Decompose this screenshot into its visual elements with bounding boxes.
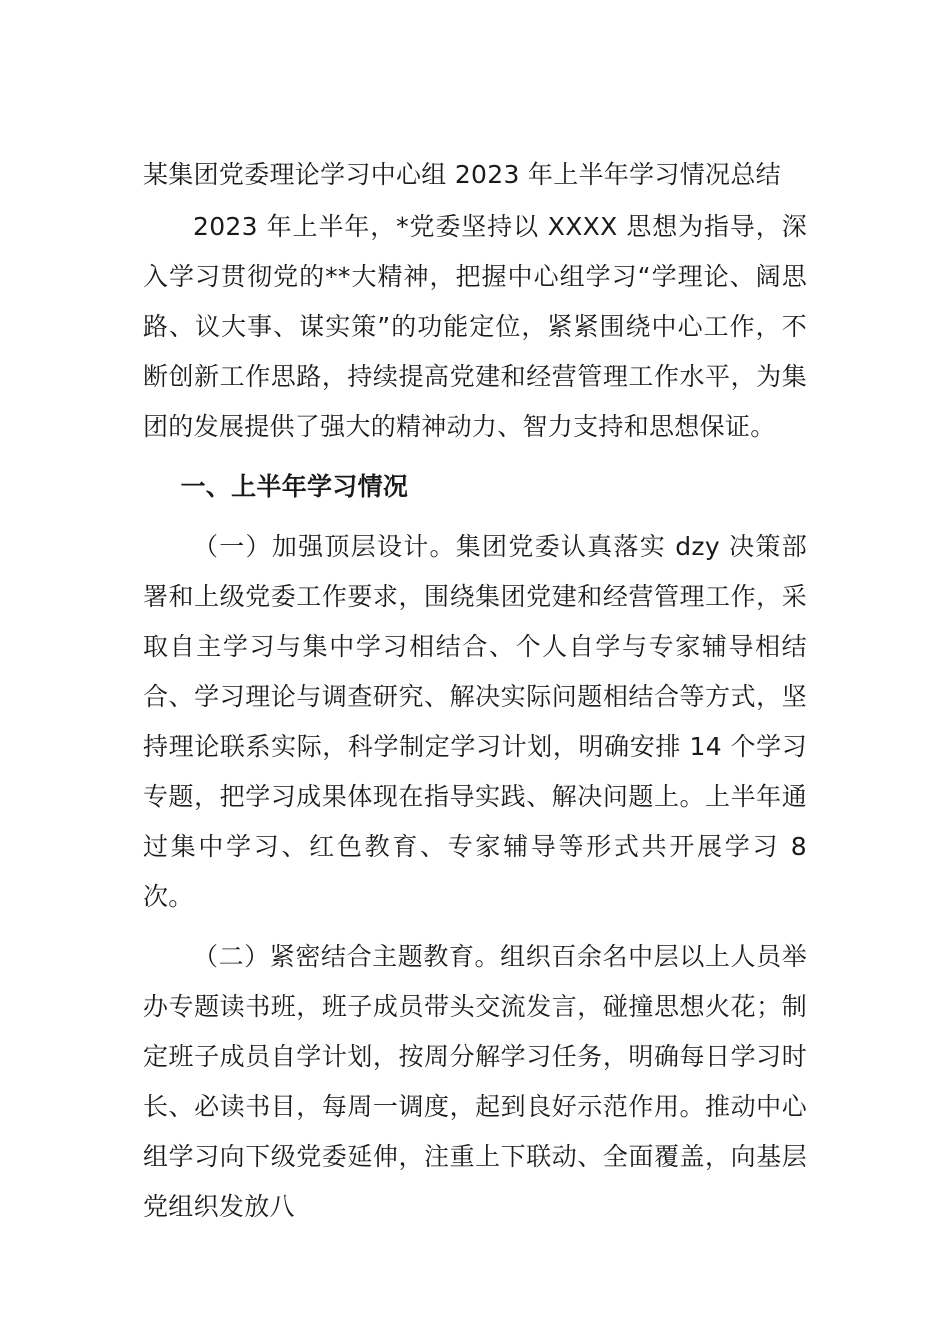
document-title: 某集团党委理论学习中心组 2023 年上半年学习情况总结 — [143, 160, 781, 189]
item-paragraph-1: （一）加强顶层设计。集团党委认真落实 dzy 决策部署和上级党委工作要求，围绕集团党建和经营管理工作，采取自主学习与集中学习相结合、个人自学与专家辅导相结合、学习理论与调查研究、解决实际问题相结合等方式，坚持理论联系实际，科学制定学习计划，明确安排 14 个学习专题，把学习成果体现在指导实践、解决问题上。上半年通过集中学习、红色教育、专家辅导等形式共开展学习 8 次。 — [143, 532, 807, 911]
section-heading: 一、上半年学习情况 — [180, 472, 409, 501]
intro-paragraph: 2023 年上半年，*党委坚持以 XXXX 思想为指导，深入学习贯彻党的**大精神，把握中心组学习“学理论、阔思路、议大事、谋实策”的功能定位，紧紧围绕中心工作，不断创新工作思路，持续提高党建和经营管理工作水平，为集团的发展提供了强大的精神动力、智力支持和思想保证。 — [143, 212, 807, 441]
document-body — [143, 150, 807, 1242]
item-paragraph-2: （二）紧密结合主题教育。组织百余名中层以上人员举办专题读书班，班子成员带头交流发言，碰撞思想火花；制定班子成员自学计划，按周分解学习任务，明确每日学习时长、必读书目，每周一调度，起到良好示范作用。推动中心组学习向下级党委延伸，注重上下联动、全面覆盖，向基层党组织发放八 — [143, 942, 807, 1221]
